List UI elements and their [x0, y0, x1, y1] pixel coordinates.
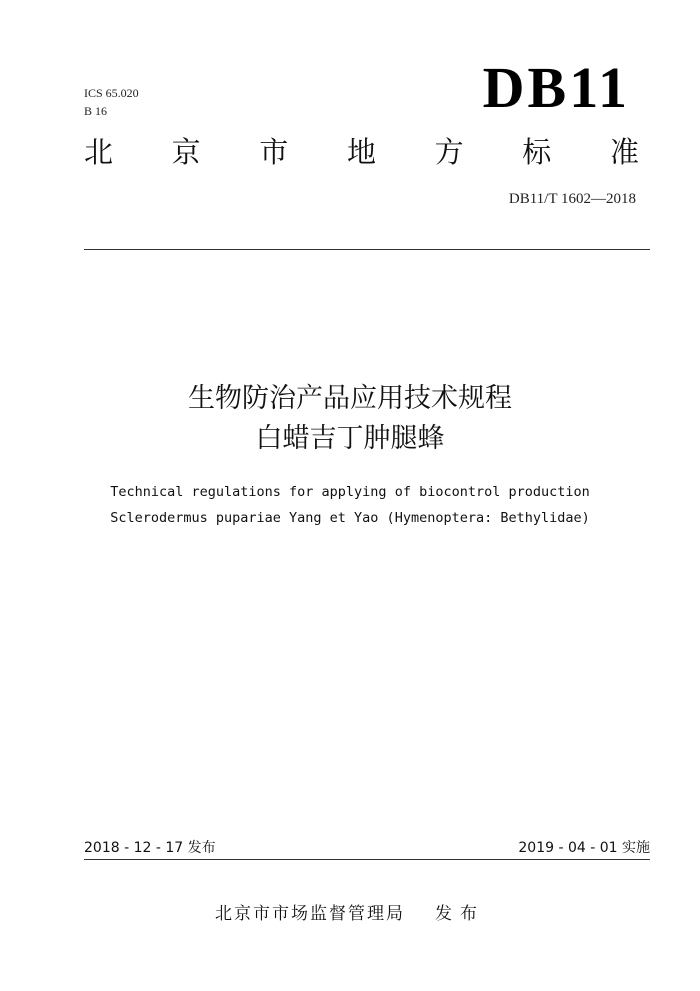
- issuer: [0, 902, 700, 926]
- title-en-line2: Sclerodermus pupariae Yang et Yao (Hymenoptera: Bethylidae): [110, 510, 590, 526]
- standard-type-char: 地: [346, 135, 376, 169]
- standard-code: DB11: [482, 55, 630, 120]
- standard-type-char: 方: [434, 135, 464, 169]
- implementation-date: 2019 - 04 - 01 实施: [518, 840, 650, 856]
- date-row: [84, 838, 650, 858]
- release-date: 2018 - 12 - 17 发布: [84, 840, 216, 856]
- ics-code: ICS 65.020: [84, 86, 139, 100]
- title-en-line1: Technical regulations for applying of biocontrol production: [110, 484, 590, 500]
- ccs-code: B 16: [84, 104, 108, 118]
- issuer-verb: 发布: [435, 904, 485, 924]
- standard-type-char: 标: [522, 135, 552, 169]
- standard-type: [84, 134, 639, 170]
- standard-type-char: 京: [171, 135, 201, 169]
- header-divider: [84, 249, 650, 250]
- standard-type-char: 市: [259, 135, 289, 169]
- title-cn-line2: 白蜡吉丁肿腿蜂: [255, 423, 445, 454]
- issuer-name: 北京市市场监督管理局: [215, 904, 405, 924]
- title-cn-line1: 生物防治产品应用技术规程: [188, 383, 512, 414]
- footer-divider: [84, 859, 650, 860]
- standard-type-char: 准: [609, 135, 639, 169]
- standard-type-char: 北: [84, 135, 114, 169]
- standard-number: DB11/T 1602—2018: [508, 191, 636, 207]
